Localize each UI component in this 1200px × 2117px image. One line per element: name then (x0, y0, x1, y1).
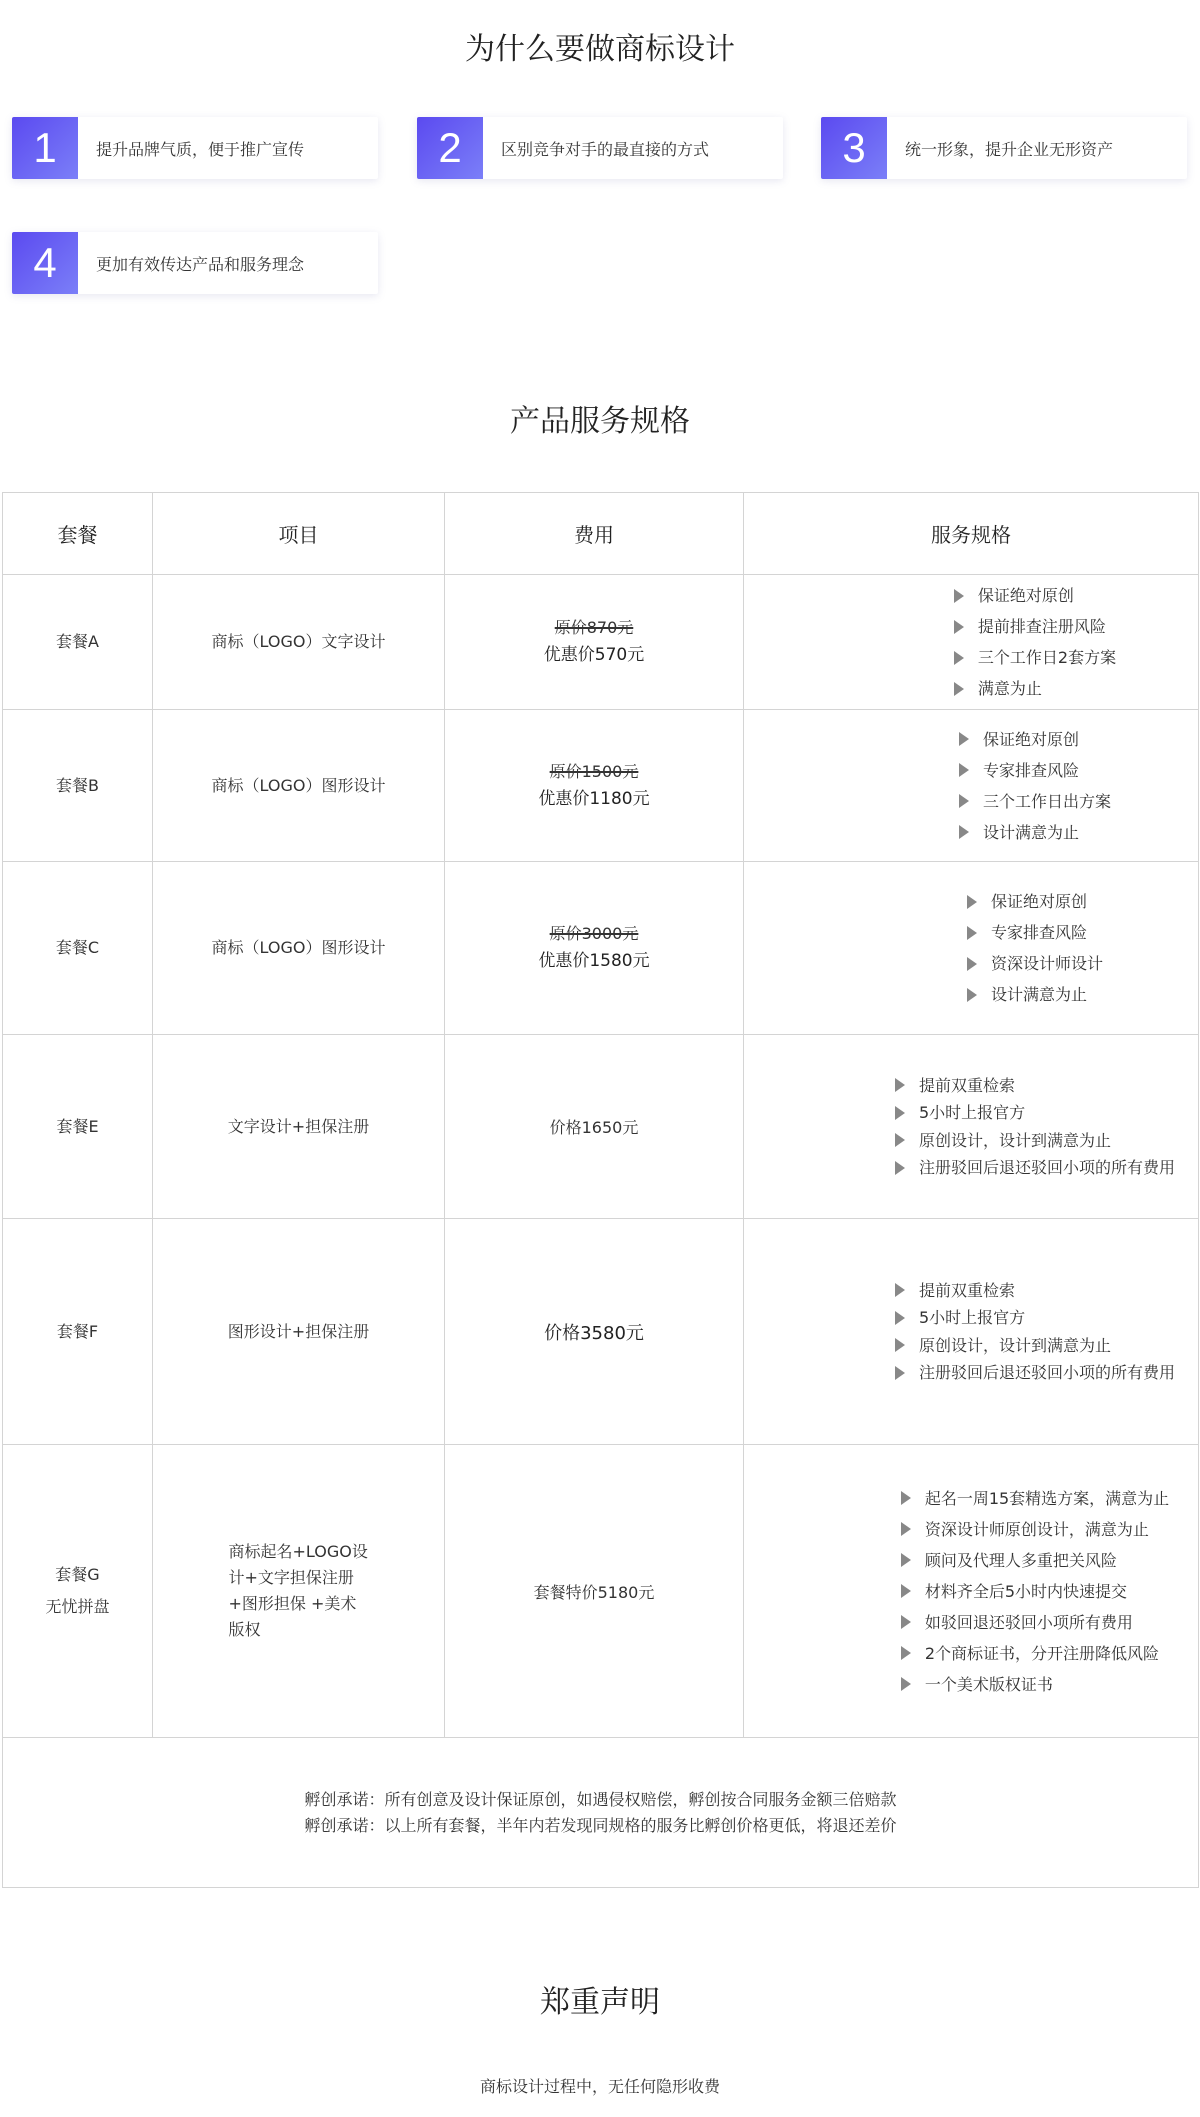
feature-item: 提前双重检索 (895, 1072, 1175, 1100)
reason-card-3 (821, 117, 1187, 179)
table-row (3, 1219, 1199, 1445)
header-package: 套餐 (3, 493, 153, 575)
spec-table (2, 492, 1199, 1888)
header-service: 服务规格 (744, 493, 1199, 575)
feature-item: 提前双重检索 (895, 1277, 1175, 1305)
item-cell (153, 1219, 445, 1445)
triangle-bullet-icon (967, 895, 977, 909)
feature-list (954, 580, 1116, 704)
reason-number: 1 (12, 117, 78, 179)
feature-item: 设计满意为止 (967, 979, 1103, 1010)
price-cell (445, 1445, 744, 1738)
declaration-title: 郑重声明 (540, 1985, 660, 2020)
feature-item: 原创设计，设计到满意为止 (895, 1332, 1175, 1360)
item-cell (153, 710, 445, 862)
promise-line: 孵创承诺：所有创意及设计保证原创，如遇侵权赔偿，孵创按合同服务金额三倍赔款 (304, 1789, 897, 1809)
triangle-bullet-icon (901, 1491, 911, 1505)
triangle-bullet-icon (895, 1338, 905, 1352)
price: 价格1650元 (549, 1118, 639, 1137)
triangle-bullet-icon (895, 1311, 905, 1325)
why-title: 为什么要做商标设计 (465, 32, 735, 67)
old-price: 原价1500元 (549, 761, 639, 781)
feature-item: 如驳回退还驳回小项所有费用 (901, 1607, 1169, 1638)
triangle-bullet-icon (954, 682, 964, 696)
feature-cell (744, 1035, 1199, 1219)
price: 套餐特价5180元 (533, 1582, 655, 1602)
new-price: 优惠价1580元 (538, 951, 650, 971)
reason-number: 2 (417, 117, 483, 179)
feature-list (895, 1072, 1175, 1182)
table-header-row (3, 493, 1199, 575)
triangle-bullet-icon (901, 1677, 911, 1691)
package-name: 套餐C (3, 862, 153, 1035)
feature-item: 起名一周15套精选方案，满意为止 (901, 1483, 1169, 1514)
price: 价格3580元 (544, 1322, 644, 1344)
promise-line: 孵创承诺：以上所有套餐，半年内若发现同规格的服务比孵创价格更低，将退还差价 (304, 1815, 897, 1835)
triangle-bullet-icon (967, 926, 977, 940)
feature-item: 5小时上报官方 (895, 1304, 1175, 1332)
package-name: 套餐G 无忧拼盘 (3, 1445, 153, 1738)
feature-item: 设计满意为止 (959, 817, 1111, 848)
package-subtitle: 无忧拼盘 (45, 1597, 110, 1616)
reason-text: 更加有效传达产品和服务理念 (96, 254, 305, 274)
promise-row (3, 1738, 1199, 1888)
triangle-bullet-icon (901, 1615, 911, 1629)
triangle-bullet-icon (959, 763, 969, 777)
item-text: 商标（LOGO）图形设计 (211, 775, 386, 795)
triangle-bullet-icon (895, 1133, 905, 1147)
spec-title: 产品服务规格 (510, 404, 690, 439)
triangle-bullet-icon (895, 1078, 905, 1092)
declaration-text: 商标设计过程中，无任何隐形收费 (479, 2077, 720, 2096)
table-row (3, 1445, 1199, 1738)
new-price: 优惠价570元 (543, 645, 645, 665)
feature-item: 资深设计师设计 (967, 948, 1103, 979)
feature-cell (744, 1219, 1199, 1445)
feature-item: 2个商标证书，分开注册降低风险 (901, 1638, 1169, 1669)
feature-list (959, 724, 1111, 848)
price-cell (445, 575, 744, 710)
feature-item: 提前排查注册风险 (954, 611, 1116, 642)
price-cell (445, 1035, 744, 1219)
feature-list (967, 886, 1103, 1010)
triangle-bullet-icon (959, 794, 969, 808)
triangle-bullet-icon (967, 988, 977, 1002)
triangle-bullet-icon (959, 825, 969, 839)
package-name: 套餐F (3, 1219, 153, 1445)
package-name: 套餐B (3, 710, 153, 862)
reason-text: 提升品牌气质，便于推广宣传 (96, 139, 305, 159)
feature-item: 专家排查风险 (959, 755, 1111, 786)
feature-item: 5小时上报官方 (895, 1099, 1175, 1127)
header-item: 项目 (153, 493, 445, 575)
reason-text: 区别竞争对手的最直接的方式 (501, 139, 710, 159)
old-price: 原价870元 (554, 618, 634, 637)
feature-item: 资深设计师原创设计，满意为止 (901, 1514, 1169, 1545)
feature-item: 材料齐全后5小时内快速提交 (901, 1576, 1169, 1607)
triangle-bullet-icon (954, 651, 964, 665)
triangle-bullet-icon (895, 1106, 905, 1120)
feature-item: 保证绝对原创 (954, 580, 1116, 611)
item-text: 商标（LOGO）文字设计 (211, 632, 386, 651)
triangle-bullet-icon (895, 1283, 905, 1297)
triangle-bullet-icon (959, 732, 969, 746)
reason-number: 4 (12, 232, 78, 294)
header-fee: 费用 (445, 493, 744, 575)
triangle-bullet-icon (901, 1646, 911, 1660)
feature-item: 保证绝对原创 (959, 724, 1111, 755)
feature-item: 原创设计，设计到满意为止 (895, 1127, 1175, 1155)
item-cell (153, 1035, 445, 1219)
table-row (3, 575, 1199, 710)
feature-item: 保证绝对原创 (967, 886, 1103, 917)
package-name: 套餐E (3, 1035, 153, 1219)
item-text: 图形设计+担保注册 (227, 1321, 370, 1341)
item-text: 商标起名+LOGO设计+文字担保注册+图形担保 +美术版权 (228, 1542, 368, 1639)
feature-cell (744, 710, 1199, 862)
feature-list (901, 1483, 1169, 1700)
triangle-bullet-icon (954, 589, 964, 603)
item-cell (153, 1445, 445, 1738)
reason-card-2 (417, 117, 783, 179)
triangle-bullet-icon (954, 620, 964, 634)
feature-list (895, 1277, 1175, 1387)
table-row (3, 1035, 1199, 1219)
feature-item: 顾问及代理人多重把关风险 (901, 1545, 1169, 1576)
feature-item: 注册驳回后退还驳回小项的所有费用 (895, 1154, 1175, 1182)
feature-item: 专家排查风险 (967, 917, 1103, 948)
feature-item: 一个美术版权证书 (901, 1669, 1169, 1700)
triangle-bullet-icon (901, 1522, 911, 1536)
price-cell (445, 862, 744, 1035)
item-text: 商标（LOGO）图形设计 (211, 938, 386, 957)
price-cell (445, 1219, 744, 1445)
feature-item: 三个工作日2套方案 (954, 642, 1116, 673)
feature-item: 满意为止 (954, 673, 1116, 704)
reason-number: 3 (821, 117, 887, 179)
new-price: 优惠价1180元 (538, 788, 650, 809)
feature-item: 三个工作日出方案 (959, 786, 1111, 817)
feature-cell (744, 575, 1199, 710)
triangle-bullet-icon (895, 1366, 905, 1380)
item-cell (153, 862, 445, 1035)
triangle-bullet-icon (901, 1584, 911, 1598)
item-text: 文字设计+担保注册 (227, 1116, 370, 1136)
reason-card-4 (12, 232, 378, 294)
feature-item: 注册驳回后退还驳回小项的所有费用 (895, 1359, 1175, 1387)
price-cell (445, 710, 744, 862)
feature-cell (744, 862, 1199, 1035)
triangle-bullet-icon (967, 957, 977, 971)
reason-card-1 (12, 117, 378, 179)
triangle-bullet-icon (901, 1553, 911, 1567)
item-cell (153, 575, 445, 710)
table-row (3, 710, 1199, 862)
old-price: 原价3000元 (549, 924, 639, 943)
triangle-bullet-icon (895, 1161, 905, 1175)
promise-cell (3, 1738, 1199, 1888)
package-name: 套餐A (3, 575, 153, 710)
table-row (3, 862, 1199, 1035)
reason-text: 统一形象，提升企业无形资产 (905, 139, 1114, 159)
feature-cell (744, 1445, 1199, 1738)
